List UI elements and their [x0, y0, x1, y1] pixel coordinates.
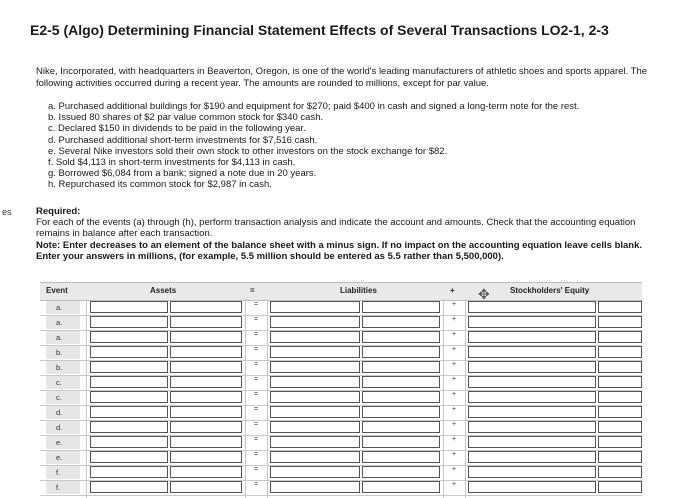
header-liabilities: Liabilities — [340, 286, 377, 295]
equals-sign: = — [253, 406, 259, 413]
table-row — [40, 390, 642, 406]
table-row — [40, 465, 642, 481]
header-plus-sign: + — [450, 286, 455, 295]
equity-account-input[interactable] — [468, 466, 596, 478]
liabilities-amount-input[interactable] — [362, 436, 440, 448]
equity-account-input[interactable] — [468, 451, 596, 463]
equity-amount-input[interactable] — [598, 331, 642, 343]
equity-amount-input[interactable] — [598, 406, 642, 418]
assets-account-input[interactable] — [90, 301, 168, 313]
liabilities-account-input[interactable] — [270, 331, 360, 343]
page-title: E2-5 (Algo) Determining Financial Statement Effects of Several Transactions LO2-1, 2-3 — [30, 22, 609, 38]
equity-amount-input[interactable] — [598, 451, 642, 463]
assets-amount-input[interactable] — [170, 466, 242, 478]
transaction-item: g. Borrowed $6,084 from a bank; signed a note due in 20 years. — [48, 168, 317, 180]
equals-sign: = — [253, 481, 259, 488]
liabilities-account-input[interactable] — [270, 436, 360, 448]
event-cell: d. — [46, 421, 80, 434]
header-equals-sign: = — [250, 286, 255, 295]
equals-sign: = — [253, 361, 259, 368]
equals-sign: = — [253, 436, 259, 443]
assets-amount-input[interactable] — [170, 451, 242, 463]
table-row — [40, 450, 642, 466]
plus-sign: + — [451, 361, 457, 368]
header-assets: Assets — [150, 286, 177, 295]
assets-account-input[interactable] — [90, 391, 168, 403]
plus-sign: + — [451, 316, 457, 323]
equity-account-input[interactable] — [468, 361, 596, 373]
plus-sign: + — [451, 406, 457, 413]
equity-amount-input[interactable] — [598, 301, 642, 313]
table-row — [40, 420, 642, 436]
liabilities-account-input[interactable] — [270, 481, 360, 493]
assets-account-input[interactable] — [90, 436, 168, 448]
event-cell: b. — [46, 346, 80, 359]
required-heading: Required: — [36, 206, 81, 217]
event-cell: c. — [46, 391, 80, 404]
column-divider — [86, 299, 87, 498]
liabilities-account-input[interactable] — [270, 301, 360, 313]
transaction-list — [48, 101, 648, 191]
equity-account-input[interactable] — [468, 346, 596, 358]
column-divider — [267, 299, 268, 498]
cut-off-edge-text: es — [2, 207, 12, 217]
table-row — [40, 360, 642, 376]
event-cell: e. — [46, 451, 80, 464]
liabilities-amount-input[interactable] — [362, 451, 440, 463]
required-section — [36, 206, 656, 262]
event-cell: a. — [46, 316, 80, 329]
column-divider — [465, 299, 466, 498]
plus-sign: + — [451, 451, 457, 458]
liabilities-account-input[interactable] — [270, 376, 360, 388]
transaction-item: d. Purchased additional short-term investments for $7,516 cash. — [48, 134, 318, 146]
liabilities-account-input[interactable] — [270, 316, 360, 328]
transaction-item: h. Repurchased its common stock for $2,987 in cash. — [48, 179, 272, 191]
equity-account-input[interactable] — [468, 391, 596, 403]
liabilities-amount-input[interactable] — [362, 466, 440, 478]
assets-amount-input[interactable] — [170, 361, 242, 373]
equity-amount-input[interactable] — [598, 436, 642, 448]
liabilities-account-input[interactable] — [270, 391, 360, 403]
event-cell: a. — [46, 301, 80, 314]
transaction-item: f. Sold $4,113 in short-term investments for $4,113 in cash. — [48, 157, 296, 169]
column-divider — [443, 299, 444, 498]
plus-sign: + — [451, 301, 457, 308]
liabilities-account-input[interactable] — [270, 361, 360, 373]
equals-sign: = — [253, 391, 259, 398]
cursor-move-icon: ✥ — [478, 286, 490, 302]
equals-sign: = — [253, 376, 259, 383]
equity-account-input[interactable] — [468, 421, 596, 433]
event-cell: a. — [46, 331, 80, 344]
equity-amount-input[interactable] — [598, 481, 642, 493]
equity-amount-input[interactable] — [598, 361, 642, 373]
plus-sign: + — [451, 346, 457, 353]
equity-amount-input[interactable] — [598, 346, 642, 358]
assets-amount-input[interactable] — [170, 406, 242, 418]
table-row — [40, 435, 642, 451]
assets-account-input[interactable] — [90, 481, 168, 493]
equity-amount-input[interactable] — [598, 421, 642, 433]
assets-amount-input[interactable] — [170, 346, 242, 358]
equity-account-input[interactable] — [468, 376, 596, 388]
table-row — [40, 375, 642, 391]
assets-amount-input[interactable] — [170, 481, 242, 493]
assets-account-input[interactable] — [90, 316, 168, 328]
assets-account-input[interactable] — [90, 361, 168, 373]
assets-amount-input[interactable] — [170, 376, 242, 388]
equals-sign: = — [253, 316, 259, 323]
plus-sign: + — [451, 421, 457, 428]
equity-account-input[interactable] — [468, 436, 596, 448]
equity-amount-input[interactable] — [598, 316, 642, 328]
liabilities-amount-input[interactable] — [362, 346, 440, 358]
table-row — [40, 480, 642, 496]
event-cell: b. — [46, 361, 80, 374]
liabilities-amount-input[interactable] — [362, 316, 440, 328]
plus-sign: + — [451, 391, 457, 398]
equals-sign: = — [253, 421, 259, 428]
table-row — [40, 405, 642, 421]
event-cell: c. — [46, 376, 80, 389]
table-row — [40, 330, 642, 346]
assets-amount-input[interactable] — [170, 421, 242, 433]
transaction-item: c. Declared $150 in dividends to be paid in the following year. — [48, 123, 306, 135]
required-note: Note: Enter decreases to an element of the balance sheet with a minus sign. If no impact on the accounting equation leave cells blank. Enter your answers in millions, (for example, 5.5 million should be entered as 5.5 rather than 5,500,000). — [36, 239, 643, 262]
event-cell: e. — [46, 436, 80, 449]
equity-account-input[interactable] — [468, 481, 596, 493]
transaction-analysis-table — [40, 282, 642, 498]
liabilities-amount-input[interactable] — [362, 481, 440, 493]
assets-account-input[interactable] — [90, 451, 168, 463]
assets-account-input[interactable] — [90, 376, 168, 388]
header-equity: Stockholders' Equity — [510, 286, 590, 295]
liabilities-amount-input[interactable] — [362, 331, 440, 343]
equals-sign: = — [253, 346, 259, 353]
table-row — [40, 315, 642, 331]
equity-account-input[interactable] — [468, 316, 596, 328]
plus-sign: + — [451, 436, 457, 443]
transaction-item: e. Several Nike investors sold their own stock to other investors on the stock exchange for $82. — [48, 145, 448, 157]
equity-account-input[interactable] — [468, 406, 596, 418]
transaction-item: b. Issued 80 shares of $2 par value common stock for $340 cash. — [48, 112, 324, 124]
liabilities-amount-input[interactable] — [362, 301, 440, 313]
plus-sign: + — [451, 331, 457, 338]
liabilities-amount-input[interactable] — [362, 391, 440, 403]
assets-account-input[interactable] — [90, 331, 168, 343]
table-row — [40, 345, 642, 361]
header-event: Event — [46, 286, 68, 295]
liabilities-account-input[interactable] — [270, 466, 360, 478]
required-text: For each of the events (a) through (h), perform transaction analysis and indicate the account and amounts. Check that the accounting equation remains in balance after each transaction. — [36, 217, 636, 240]
liabilities-account-input[interactable] — [270, 451, 360, 463]
assets-amount-input[interactable] — [170, 331, 242, 343]
problem-intro: Nike, Incorporated, with headquarters in Beaverton, Oregon, is one of the world's leading manufacturers of athletic shoes and sports apparel. The following activities occurred during a recent year. The amounts are rounded to millions, except for par value. — [36, 66, 648, 89]
assets-account-input[interactable] — [90, 466, 168, 478]
assets-account-input[interactable] — [90, 346, 168, 358]
event-cell: f. — [46, 466, 80, 479]
assets-amount-input[interactable] — [170, 316, 242, 328]
equals-sign: = — [253, 331, 259, 338]
equals-sign: = — [253, 466, 259, 473]
plus-sign: + — [451, 481, 457, 488]
equity-amount-input[interactable] — [598, 376, 642, 388]
plus-sign: + — [451, 466, 457, 473]
liabilities-amount-input[interactable] — [362, 421, 440, 433]
equals-sign: = — [253, 301, 259, 308]
liabilities-account-input[interactable] — [270, 421, 360, 433]
column-divider — [245, 299, 246, 498]
equity-account-input[interactable] — [468, 331, 596, 343]
plus-sign: + — [451, 376, 457, 383]
liabilities-account-input[interactable] — [270, 406, 360, 418]
assets-amount-input[interactable] — [170, 301, 242, 313]
transaction-item: a. Purchased additional buildings for $190 and equipment for $270; paid $400 in cash and signed a long-term note for the rest. — [48, 101, 580, 112]
assets-account-input[interactable] — [90, 406, 168, 418]
table-row — [40, 300, 642, 316]
liabilities-amount-input[interactable] — [362, 361, 440, 373]
liabilities-amount-input[interactable] — [362, 376, 440, 388]
table-header — [40, 282, 642, 301]
equity-amount-input[interactable] — [598, 466, 642, 478]
assets-amount-input[interactable] — [170, 436, 242, 448]
equity-amount-input[interactable] — [598, 391, 642, 403]
assets-amount-input[interactable] — [170, 391, 242, 403]
liabilities-account-input[interactable] — [270, 346, 360, 358]
assets-account-input[interactable] — [90, 421, 168, 433]
event-cell: f. — [46, 481, 80, 494]
liabilities-amount-input[interactable] — [362, 406, 440, 418]
equals-sign: = — [253, 451, 259, 458]
event-cell: d. — [46, 406, 80, 419]
